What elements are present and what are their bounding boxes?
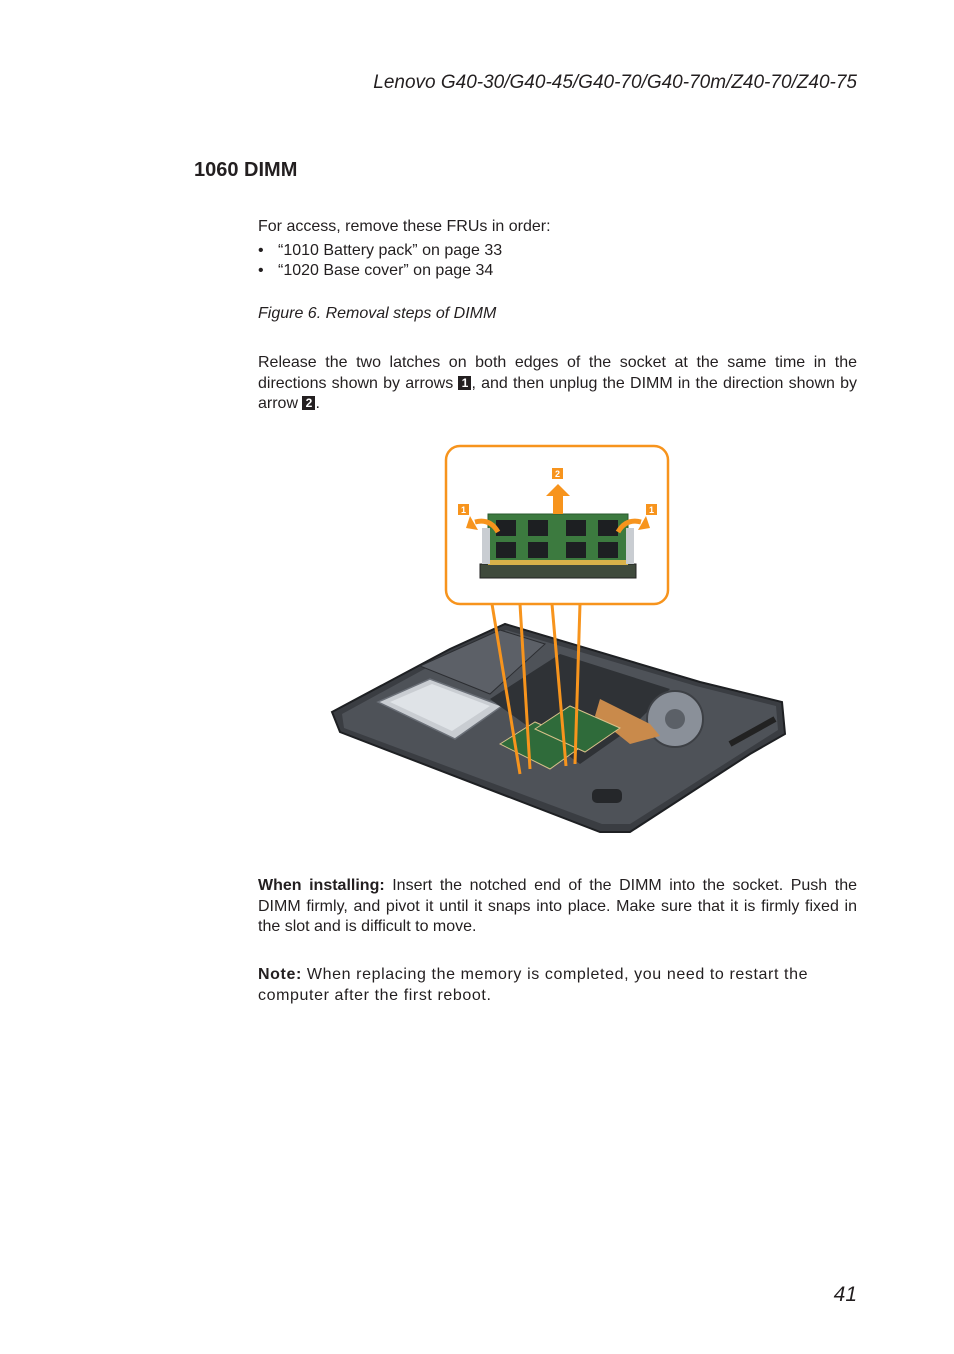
installing-text: Insert the notched end of the DIMM into the socket. Push the DIMM firmly, and pivot it until it snaps into place. Make sure that it is firmly fixed in the slot and is difficult to move.	[258, 877, 857, 935]
list-item: • “1020 Base cover” on page 34	[258, 261, 502, 281]
note-label: Note:	[258, 966, 302, 983]
running-header: Lenovo G40-30/G40-45/G40-70/G40-70m/Z40-70/Z40-75	[373, 72, 857, 93]
intro-text: For access, remove these FRUs in order:	[258, 218, 551, 235]
instruction-text: , and then unplug the DIMM in the direction shown by arrow	[258, 374, 857, 412]
figure-step-1-label-right: 1	[648, 505, 655, 515]
dimm-callout	[446, 446, 668, 604]
figure-step-2-label: 2	[554, 469, 561, 479]
figure-caption: Figure 6. Removal steps of DIMM	[258, 305, 497, 322]
note	[258, 965, 857, 1006]
section-title: 1060 DIMM	[194, 159, 298, 181]
laptop-illustration	[332, 624, 785, 832]
page-number: 41	[833, 1283, 857, 1306]
prerequisite-list	[258, 241, 502, 281]
note-text: When replacing the memory is completed, you need to restart the computer after the first reboot.	[258, 966, 809, 1004]
step-badge-2: 2	[302, 396, 315, 410]
installing-label: When installing:	[258, 877, 385, 894]
removal-instruction	[258, 353, 857, 415]
installing-note	[258, 876, 857, 938]
figure-step-1-label-left: 1	[460, 505, 467, 515]
instruction-text: Release the two latches on both edges of the socket at the same time in the directions shown by arrows	[258, 354, 857, 392]
list-item: • “1010 Battery pack” on page 33	[258, 241, 502, 261]
dimm-removal-figure	[330, 444, 790, 864]
step-badge-1: 1	[458, 376, 471, 390]
instruction-text: .	[315, 395, 320, 412]
